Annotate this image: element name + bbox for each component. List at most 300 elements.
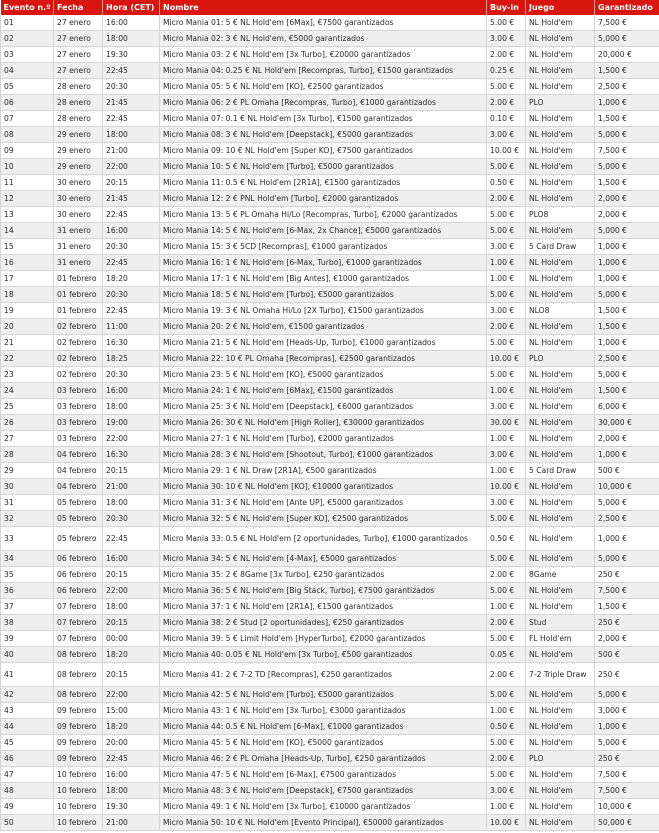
cell-event-number: 43 [1,703,54,719]
cell-game: NL Hold'em [526,399,595,415]
table-row [1,143,659,159]
cell-time: 18:20 [103,647,160,663]
cell-time: 16:00 [103,551,160,567]
cell-date: 02 febrero [54,367,103,383]
cell-game: NL Hold'em [526,271,595,287]
cell-name: Micro Mania 13: 5 € PL Omaha Hi/Lo [Recompras, Turbo], €2000 garantizados [160,207,487,223]
cell-name: Micro Mania 16: 1 € NL Hold'em [6-Max, Turbo], €1000 garantizados [160,255,487,271]
cell-event-number: 37 [1,599,54,615]
cell-buy-in: 3.00 € [487,447,526,463]
cell-event-number: 42 [1,687,54,703]
cell-game: NL Hold'em [526,447,595,463]
cell-event-number: 27 [1,431,54,447]
cell-time: 16:00 [103,383,160,399]
cell-date: 05 febrero [54,511,103,527]
cell-guaranteed: 2,000 € [595,431,659,447]
table-row [1,31,659,47]
cell-date: 30 enero [54,191,103,207]
cell-game: NL Hold'em [526,415,595,431]
table-row [1,703,659,719]
cell-date: 04 febrero [54,463,103,479]
table-row [1,367,659,383]
cell-guaranteed: 250 € [595,751,659,767]
table-row [1,15,659,31]
table-row [1,415,659,431]
cell-game: NL Hold'em [526,687,595,703]
cell-game: NL Hold'em [526,15,595,31]
cell-name: Micro Mania 11: 0.5 € NL Hold'em [2R1A], €1500 garantizados [160,175,487,191]
cell-game: PLO8 [526,207,595,223]
cell-time: 22:45 [103,751,160,767]
table-row [1,95,659,111]
cell-date: 07 febrero [54,615,103,631]
cell-time: 18:00 [103,399,160,415]
cell-game: NL Hold'em [526,583,595,599]
cell-time: 16:30 [103,335,160,351]
cell-event-number: 03 [1,47,54,63]
cell-date: 28 enero [54,111,103,127]
cell-event-number: 13 [1,207,54,223]
cell-time: 18:00 [103,127,160,143]
cell-name: Micro Mania 12: 2 € PNL Hold'em [Turbo], €2000 garantizados [160,191,487,207]
cell-time: 22:00 [103,431,160,447]
cell-event-number: 21 [1,335,54,351]
cell-time: 16:30 [103,447,160,463]
cell-date: 04 febrero [54,479,103,495]
cell-time: 22:00 [103,687,160,703]
cell-name: Micro Mania 03: 2 € NL Hold'em [3x Turbo], €20000 garantizados [160,47,487,63]
table-row [1,735,659,751]
cell-event-number: 50 [1,815,54,831]
cell-guaranteed: 5,000 € [595,735,659,751]
cell-event-number: 01 [1,15,54,31]
cell-name: Micro Mania 34: 5 € NL Hold'em [4-Max], €5000 garantizados [160,551,487,567]
cell-buy-in: 1.00 € [487,271,526,287]
cell-buy-in: 0.50 € [487,719,526,735]
header-name: Nombre [160,0,487,15]
cell-buy-in: 5.00 € [487,207,526,223]
cell-name: Micro Mania 27: 1 € NL Hold'em [Turbo], €2000 garantizados [160,431,487,447]
cell-game: NL Hold'em [526,647,595,663]
cell-event-number: 07 [1,111,54,127]
cell-buy-in: 5.00 € [487,335,526,351]
table-row [1,271,659,287]
cell-date: 27 enero [54,15,103,31]
cell-name: Micro Mania 45: 5 € NL Hold'em [KO], €5000 garantizados [160,735,487,751]
cell-buy-in: 5.00 € [487,223,526,239]
cell-buy-in: 1.00 € [487,799,526,815]
table-row [1,599,659,615]
cell-event-number: 34 [1,551,54,567]
cell-event-number: 49 [1,799,54,815]
cell-date: 01 febrero [54,303,103,319]
cell-time: 18:20 [103,271,160,287]
cell-name: Micro Mania 46: 2 € PL Omaha [Heads-Up, Turbo], €250 garantizados [160,751,487,767]
cell-date: 09 febrero [54,735,103,751]
cell-event-number: 39 [1,631,54,647]
cell-date: 29 enero [54,143,103,159]
cell-game: NL Hold'em [526,495,595,511]
cell-name: Micro Mania 23: 5 € NL Hold'em [KO], €5000 garantizados [160,367,487,383]
cell-guaranteed: 2,000 € [595,631,659,647]
cell-time: 18:20 [103,719,160,735]
table-row [1,767,659,783]
cell-time: 19:30 [103,47,160,63]
cell-event-number: 31 [1,495,54,511]
cell-time: 20:30 [103,287,160,303]
cell-game: NL Hold'em [526,367,595,383]
cell-guaranteed: 5,000 € [595,223,659,239]
cell-event-number: 15 [1,239,54,255]
cell-guaranteed: 500 € [595,463,659,479]
cell-time: 21:00 [103,815,160,831]
table-row [1,319,659,335]
cell-name: Micro Mania 47: 5 € NL Hold'em [6-Max], €7500 garantizados [160,767,487,783]
cell-event-number: 18 [1,287,54,303]
cell-guaranteed: 7,500 € [595,583,659,599]
cell-date: 02 febrero [54,351,103,367]
cell-date: 10 febrero [54,783,103,799]
cell-buy-in: 3.00 € [487,783,526,799]
cell-time: 16:00 [103,223,160,239]
cell-date: 09 febrero [54,751,103,767]
cell-game: NL Hold'em [526,63,595,79]
cell-time: 18:00 [103,31,160,47]
table-row [1,111,659,127]
table-row [1,551,659,567]
table-row [1,399,659,415]
cell-name: Micro Mania 28: 3 € NL Hold'em [Shootout, Turbo], €1000 garantizados [160,447,487,463]
cell-guaranteed: 1,000 € [595,271,659,287]
cell-event-number: 20 [1,319,54,335]
cell-event-number: 23 [1,367,54,383]
cell-guaranteed: 6,000 € [595,399,659,415]
cell-buy-in: 5.00 € [487,159,526,175]
cell-game: NL Hold'em [526,703,595,719]
table-row [1,647,659,663]
table-row [1,463,659,479]
table-row [1,351,659,367]
header-event-number: Evento n.º [1,0,54,15]
table-row [1,335,659,351]
cell-event-number: 12 [1,191,54,207]
header-time: Hora (CET) [103,0,160,15]
cell-time: 22:45 [103,303,160,319]
cell-guaranteed: 250 € [595,663,659,687]
cell-name: Micro Mania 21: 5 € NL Hold'em [Heads-Up, Turbo], €1000 garantizados [160,335,487,351]
cell-time: 00:00 [103,631,160,647]
cell-name: Micro Mania 31: 3 € NL Hold'em [Ante UP], €5000 garantizados [160,495,487,511]
cell-time: 20:15 [103,615,160,631]
cell-time: 20:15 [103,175,160,191]
cell-event-number: 28 [1,447,54,463]
cell-guaranteed: 1,000 € [595,447,659,463]
cell-buy-in: 3.00 € [487,31,526,47]
cell-date: 06 febrero [54,583,103,599]
table-row [1,383,659,399]
cell-name: Micro Mania 04: 0.25 € NL Hold'em [Recompras, Turbo], €1500 garantizados [160,63,487,79]
cell-time: 21:00 [103,143,160,159]
cell-date: 05 febrero [54,495,103,511]
cell-buy-in: 1.00 € [487,703,526,719]
cell-buy-in: 5.00 € [487,287,526,303]
cell-time: 22:45 [103,207,160,223]
cell-buy-in: 2.00 € [487,567,526,583]
cell-name: Micro Mania 14: 5 € NL Hold'em [6-Max, 2x Chance], €5000 garantizados [160,223,487,239]
cell-guaranteed: 7,500 € [595,15,659,31]
table-row [1,63,659,79]
cell-date: 08 febrero [54,663,103,687]
cell-event-number: 22 [1,351,54,367]
cell-game: NL Hold'em [526,527,595,551]
cell-game: Stud [526,615,595,631]
cell-game: NL Hold'em [526,111,595,127]
table-row [1,79,659,95]
cell-buy-in: 2.00 € [487,751,526,767]
table-row [1,751,659,767]
table-row [1,303,659,319]
cell-guaranteed: 5,000 € [595,287,659,303]
cell-game: NL Hold'em [526,175,595,191]
cell-date: 03 febrero [54,399,103,415]
cell-event-number: 35 [1,567,54,583]
cell-date: 10 febrero [54,815,103,831]
cell-name: Micro Mania 07: 0.1 € NL Hold'em [3x Turbo], €1500 garantizados [160,111,487,127]
cell-buy-in: 1.00 € [487,431,526,447]
cell-event-number: 47 [1,767,54,783]
table-row [1,663,659,687]
table-row [1,567,659,583]
cell-date: 10 febrero [54,767,103,783]
table-row [1,207,659,223]
cell-game: NL Hold'em [526,79,595,95]
cell-date: 02 febrero [54,319,103,335]
cell-game: 5 Card Draw [526,239,595,255]
cell-event-number: 14 [1,223,54,239]
cell-buy-in: 0.50 € [487,175,526,191]
table-row [1,527,659,551]
cell-time: 20:15 [103,567,160,583]
cell-name: Micro Mania 48: 3 € NL Hold'em [Deepstack], €7500 garantizados [160,783,487,799]
cell-date: 03 febrero [54,431,103,447]
cell-name: Micro Mania 33: 0.5 € NL Hold'em [2 oportunidades, Turbo], €1000 garantizados [160,527,487,551]
cell-guaranteed: 20,000 € [595,47,659,63]
cell-name: Micro Mania 42: 5 € NL Hold'em [Turbo], €5000 garantizados [160,687,487,703]
cell-game: NL Hold'em [526,719,595,735]
cell-game: NL Hold'em [526,431,595,447]
cell-guaranteed: 2,000 € [595,191,659,207]
cell-name: Micro Mania 24: 1 € NL Hold'em [6Max], €1500 garantizados [160,383,487,399]
cell-buy-in: 0.25 € [487,63,526,79]
cell-name: Micro Mania 40: 0.05 € NL Hold'em [3x Turbo], €500 garantizados [160,647,487,663]
cell-game: NL Hold'em [526,159,595,175]
cell-event-number: 29 [1,463,54,479]
cell-game: FL Hold'em [526,631,595,647]
cell-buy-in: 2.00 € [487,663,526,687]
cell-time: 18:00 [103,599,160,615]
cell-guaranteed: 1,500 € [595,175,659,191]
cell-game: NL Hold'em [526,783,595,799]
cell-date: 28 enero [54,79,103,95]
cell-event-number: 05 [1,79,54,95]
cell-guaranteed: 1,500 € [595,383,659,399]
cell-guaranteed: 5,000 € [595,31,659,47]
cell-event-number: 11 [1,175,54,191]
cell-event-number: 10 [1,159,54,175]
cell-buy-in: 5.00 € [487,631,526,647]
cell-date: 07 febrero [54,631,103,647]
cell-game: NL Hold'em [526,383,595,399]
cell-game: NLO8 [526,303,595,319]
cell-guaranteed: 2,000 € [595,207,659,223]
cell-guaranteed: 5,000 € [595,159,659,175]
cell-guaranteed: 50,000 € [595,815,659,831]
cell-name: Micro Mania 37: 1 € NL Hold'em [2R1A], €1500 garantizados [160,599,487,615]
cell-date: 01 febrero [54,287,103,303]
table-row [1,799,659,815]
cell-name: Micro Mania 43: 1 € NL Hold'em [3x Turbo], €3000 garantizados [160,703,487,719]
cell-guaranteed: 5,000 € [595,551,659,567]
cell-event-number: 46 [1,751,54,767]
cell-guaranteed: 1,000 € [595,527,659,551]
cell-time: 20:30 [103,367,160,383]
table-row [1,783,659,799]
cell-name: Micro Mania 36: 5 € NL Hold'em [Big Stack, Turbo], €7500 garantizados [160,583,487,599]
cell-name: Micro Mania 29: 1 € NL Draw [2R1A], €500 garantizados [160,463,487,479]
cell-time: 18:00 [103,783,160,799]
table-header-row [1,0,659,15]
cell-guaranteed: 1,500 € [595,303,659,319]
cell-event-number: 19 [1,303,54,319]
header-buy-in: Buy-in [487,0,526,15]
table-row [1,431,659,447]
cell-game: NL Hold'em [526,191,595,207]
table-row [1,511,659,527]
table-row [1,159,659,175]
cell-time: 20:00 [103,735,160,751]
cell-date: 31 enero [54,255,103,271]
cell-date: 10 febrero [54,799,103,815]
cell-buy-in: 1.00 € [487,599,526,615]
table-row [1,687,659,703]
cell-name: Micro Mania 05: 5 € NL Hold'em [KO], €2500 garantizados [160,79,487,95]
cell-name: Micro Mania 15: 3 € 5CD [Recompras], €1000 garantizados [160,239,487,255]
cell-date: 07 febrero [54,599,103,615]
cell-guaranteed: 1,000 € [595,719,659,735]
cell-date: 29 enero [54,159,103,175]
cell-time: 21:45 [103,95,160,111]
cell-buy-in: 1.00 € [487,463,526,479]
cell-name: Micro Mania 44: 0.5 € NL Hold'em [6-Max], €1000 garantizados [160,719,487,735]
cell-buy-in: 5.00 € [487,551,526,567]
table-row [1,239,659,255]
cell-date: 03 febrero [54,415,103,431]
cell-guaranteed: 10,000 € [595,479,659,495]
cell-name: Micro Mania 30: 10 € NL Hold'em [KO], €10000 garantizados [160,479,487,495]
cell-time: 11:00 [103,319,160,335]
cell-event-number: 16 [1,255,54,271]
table-body [1,15,659,831]
cell-buy-in: 1.00 € [487,255,526,271]
cell-date: 30 enero [54,175,103,191]
cell-game: 5 Card Draw [526,463,595,479]
cell-guaranteed: 3,000 € [595,703,659,719]
cell-name: Micro Mania 18: 5 € NL Hold'em [Turbo], €5000 garantizados [160,287,487,303]
cell-name: Micro Mania 25: 3 € NL Hold'em [Deepstack], €6000 garantizados [160,399,487,415]
cell-name: Micro Mania 09: 10 € NL Hold'em [Super KO], €7500 garantizados [160,143,487,159]
cell-buy-in: 3.00 € [487,495,526,511]
cell-date: 06 febrero [54,551,103,567]
cell-game: NL Hold'em [526,31,595,47]
cell-name: Micro Mania 38: 2 € Stud [2 oportunidades], €250 garantizados [160,615,487,631]
cell-guaranteed: 2,500 € [595,351,659,367]
cell-guaranteed: 30,000 € [595,415,659,431]
cell-event-number: 38 [1,615,54,631]
table-row [1,47,659,63]
cell-guaranteed: 7,500 € [595,143,659,159]
cell-buy-in: 2.00 € [487,615,526,631]
cell-time: 22:45 [103,255,160,271]
cell-event-number: 04 [1,63,54,79]
table-row [1,287,659,303]
cell-name: Micro Mania 17: 1 € NL Hold'em [Big Antes], €1000 garantizados [160,271,487,287]
cell-name: Micro Mania 26: 30 € NL Hold'em [High Roller], €30000 garantizados [160,415,487,431]
cell-date: 09 febrero [54,703,103,719]
cell-guaranteed: 1,000 € [595,335,659,351]
cell-buy-in: 5.00 € [487,687,526,703]
cell-time: 22:45 [103,527,160,551]
cell-name: Micro Mania 19: 3 € NL Omaha Hi/Lo [2X Turbo], €1500 garantizados [160,303,487,319]
cell-buy-in: 10.00 € [487,815,526,831]
cell-game: 8Game [526,567,595,583]
cell-buy-in: 5.00 € [487,367,526,383]
cell-name: Micro Mania 50: 10 € NL Hold'em [Evento Principal], €50000 garantizados [160,815,487,831]
table-row [1,255,659,271]
cell-guaranteed: 10,000 € [595,799,659,815]
cell-event-number: 40 [1,647,54,663]
cell-event-number: 32 [1,511,54,527]
cell-date: 27 enero [54,31,103,47]
cell-buy-in: 0.50 € [487,527,526,551]
cell-event-number: 48 [1,783,54,799]
cell-time: 20:15 [103,663,160,687]
cell-guaranteed: 250 € [595,567,659,583]
table-row [1,191,659,207]
cell-buy-in: 1.00 € [487,383,526,399]
cell-buy-in: 2.00 € [487,191,526,207]
cell-buy-in: 2.00 € [487,47,526,63]
cell-event-number: 17 [1,271,54,287]
cell-game: NL Hold'em [526,127,595,143]
cell-game: NL Hold'em [526,511,595,527]
cell-name: Micro Mania 08: 3 € NL Hold'em [Deepstack], €5000 garantizados [160,127,487,143]
cell-time: 16:00 [103,15,160,31]
cell-guaranteed: 5,000 € [595,127,659,143]
cell-date: 04 febrero [54,447,103,463]
cell-name: Micro Mania 41: 2 € 7-2 TD [Recompras], €250 garantizados [160,663,487,687]
cell-game: PLO [526,351,595,367]
table-row [1,631,659,647]
cell-guaranteed: 1,500 € [595,63,659,79]
cell-time: 20:30 [103,239,160,255]
cell-event-number: 09 [1,143,54,159]
table-row [1,127,659,143]
cell-guaranteed: 1,500 € [595,111,659,127]
table-row [1,719,659,735]
cell-buy-in: 0.10 € [487,111,526,127]
cell-guaranteed: 1,000 € [595,239,659,255]
cell-date: 05 febrero [54,527,103,551]
